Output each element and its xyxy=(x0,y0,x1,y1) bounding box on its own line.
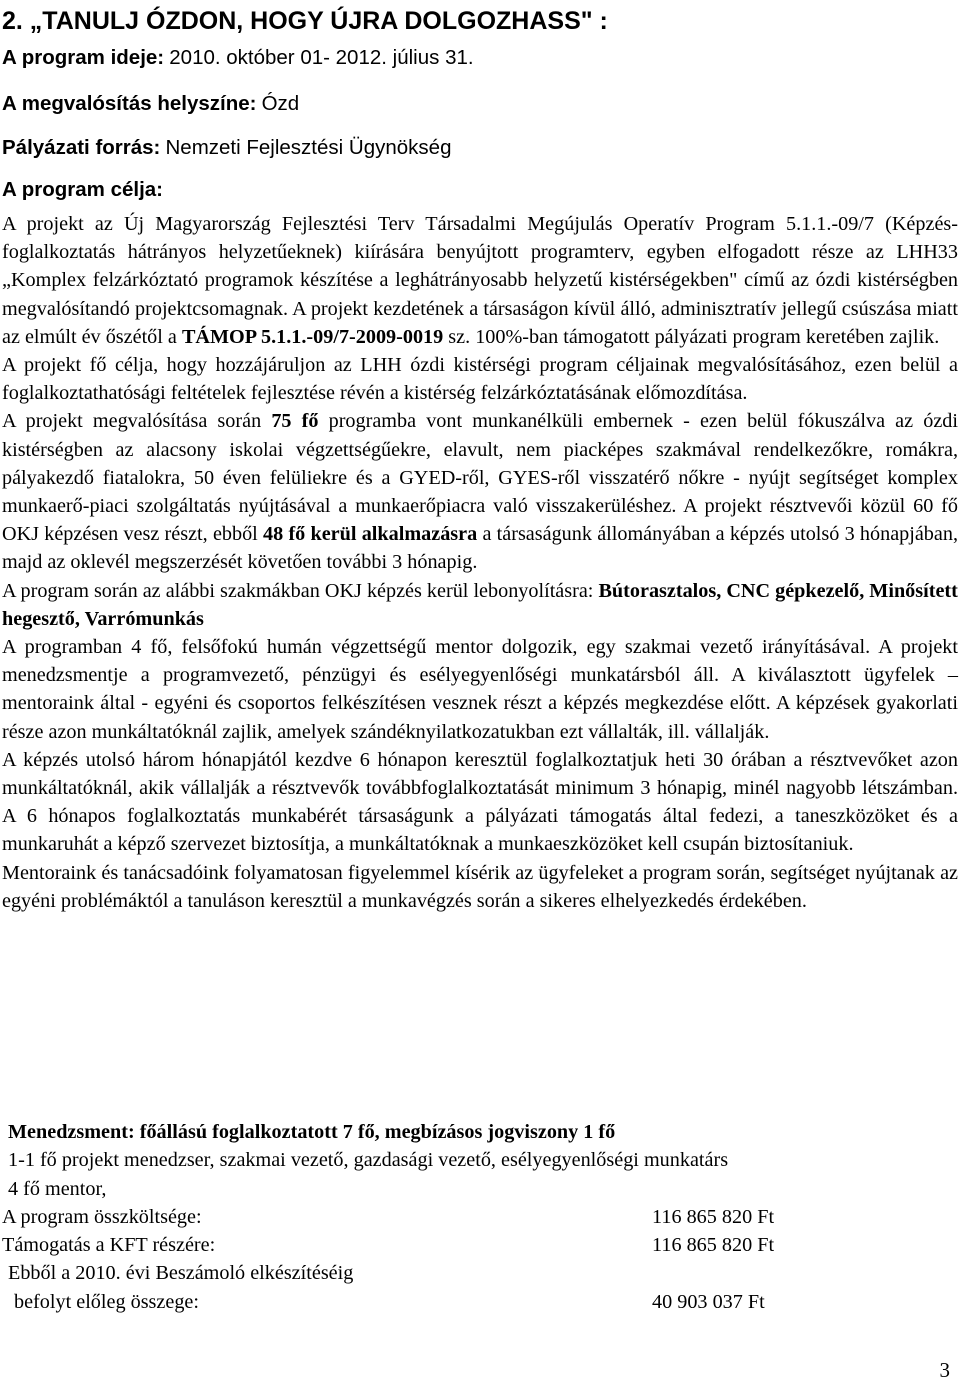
duration-label: A program ideje: xyxy=(2,46,165,69)
location-label: A megvalósítás helyszíne: xyxy=(2,92,257,115)
project-id: TÁMOP 5.1.1.-09/7-2009-0019 xyxy=(181,325,444,348)
total-cost-row xyxy=(2,1203,958,1231)
trades-list: Bútorasztalos, CNC gépkezelő, Minősített hegesztő, Varrómunkás xyxy=(2,579,958,630)
source-label: Pályázati forrás: xyxy=(2,136,161,159)
paragraph-4: A program során az alábbi szakmákban OKJ képzés kerül lebonyolításra: Bútorasztalos, CNC gépkezelő, Minősített hegesztő, Varrómunkás xyxy=(2,579,958,630)
goal-label: A program célja: xyxy=(2,178,164,201)
paragraph-7: Mentoraink és tanácsadóink folyamatosan figyelemmel kísérik az ügyfeleket a program során, segítséget nyújtanak az egyéni problémáktól a tanuláson keresztül a munkavégzés során a sikeres elhelyezkedés érdekében. xyxy=(2,861,958,912)
mentors-line: 4 fő mentor, xyxy=(8,1177,107,1200)
paragraph-6: A képzés utolsó három hónapjától kezdve 6 hónapon keresztül foglalkoztatjuk heti 30 órában a résztvevőket azon munkáltatóknál, akik vállalják a résztvevők továbbfoglalkoztatását minimum 3 hónapig, minél nagyobb létszámban. A 6 hónapos foglalkoztatás munkabérét társaságunk a pályázati támogatás által fedezi, a taneszközöket és a munkaruhát a képző szervezet biztosítja, a munkáltatóknak a munkaeszközöket kell csupán biztosítaniuk. xyxy=(2,748,958,856)
support-row xyxy=(2,1231,958,1259)
advance-value: 40 903 037 Ft xyxy=(652,1290,765,1313)
report-label-line: Ebből a 2010. évi Beszámoló elkészítéséig xyxy=(8,1262,354,1285)
program-goal xyxy=(2,176,163,204)
total-cost-value: 116 865 820 Ft xyxy=(652,1205,775,1228)
paragraph-3: A projekt megvalósítása során 75 fő programba vont munkanélküli embernek - ezen belül fókuszálva az ózdi kistérségben az alacsony iskolai végzettségűekre, elavult, nem piacképes szakmával rendelkezőkre, romákra, pályakezdő fiatalokra, 50 éven felüliekre és a GYED-ről, GYES-ről visszatérő nőkre - nyújt segítséget komplex munkaerő-piaci szolgáltatás nyújtásával a munkaerőpiacra való visszakerüléshez. A projekt résztvevői közül 60 fő OKJ képzésen vesz részt, ebből 48 fő kerül alkalmazásra a társaságunk állományában a képzés utolsó 3 hónapjában, majd az oklevél megszerzését követően további 3 hónapig. xyxy=(2,410,959,574)
program-location xyxy=(2,90,299,118)
paragraph-2: A projekt fő célja, hogy hozzájáruljon az LHH ózdi kistérségi program céljainak megvalósításához, ezen belül a foglalkoztathatósági feltételek fejlesztése révén a kistérség felzárkóztatásának előmozdítása. xyxy=(2,354,958,405)
total-cost-label: A program összköltsége: xyxy=(2,1205,202,1228)
duration-value: 2010. október 01- 2012. július 31. xyxy=(169,46,474,69)
advance-row xyxy=(2,1288,958,1316)
summary-block xyxy=(2,1118,958,1316)
location-value: Ózd xyxy=(261,92,300,115)
body-text xyxy=(2,210,958,915)
section-title: 2. „TANULJ ÓZDON, HOGY ÚJRA DOLGOZHASS" : xyxy=(2,7,608,35)
program-source xyxy=(2,134,451,162)
support-value: 116 865 820 Ft xyxy=(652,1234,775,1257)
advance-label: befolyt előleg összege: xyxy=(14,1290,199,1313)
page-number: 3 xyxy=(939,1358,950,1382)
program-duration xyxy=(2,44,474,72)
roles-line: 1-1 fő projekt menedzser, szakmai vezető, gazdasági vezető, esélyegyenlőségi munkatárs xyxy=(8,1149,729,1172)
management-line: Menedzsment: főállású foglalkoztatott 7 fő, megbízásos jogviszony 1 fő xyxy=(8,1121,616,1143)
paragraph-5: A programban 4 fő, felsőfokú humán végzettségű mentor dolgozik, egy szakmai vezető irányításával. A projekt menedzsmentje a programvezető, pénzügyi és esélyegyenlőségi munkatársból áll. A kiválasztott ügyfelek – mentoraink által - egyéni és csoportos felkészítésen vesznek részt a képzés megkezdése előtt. A képzések gyakorlati része azon munkáltatóknál zajlik, amelyek szándéknyilatkozatukban ezt vállalták, ill. vállalják. xyxy=(2,636,958,743)
support-label: Támogatás a KFT részére: xyxy=(2,1234,216,1257)
source-value: Nemzeti Fejlesztési Ügynökség xyxy=(165,136,452,159)
paragraph-1: A projekt az Új Magyarország Fejlesztési Terv Társadalmi Megújulás Operatív Program 5.1.1.-09/7 (Képzés-foglalkoztatás hátrányos helyzetűeknek) kiírására benyújtott programterv, egyben elfogadott része az LHH33 „Komplex felzárkóztató programok készítése a leghátrányosabb helyzetű kistérségekben" című az ózdi kistérségben megvalósítandó projektcsomagnak. A projekt kezdetének a társaságon kívül álló, adminisztratív jellegű csúszása miatt az elmúlt év őszétől a TÁMOP 5.1.1.-09/7-2009-0019 sz. 100%-ban támogatott pályázati program keretében zajlik. xyxy=(2,213,958,348)
